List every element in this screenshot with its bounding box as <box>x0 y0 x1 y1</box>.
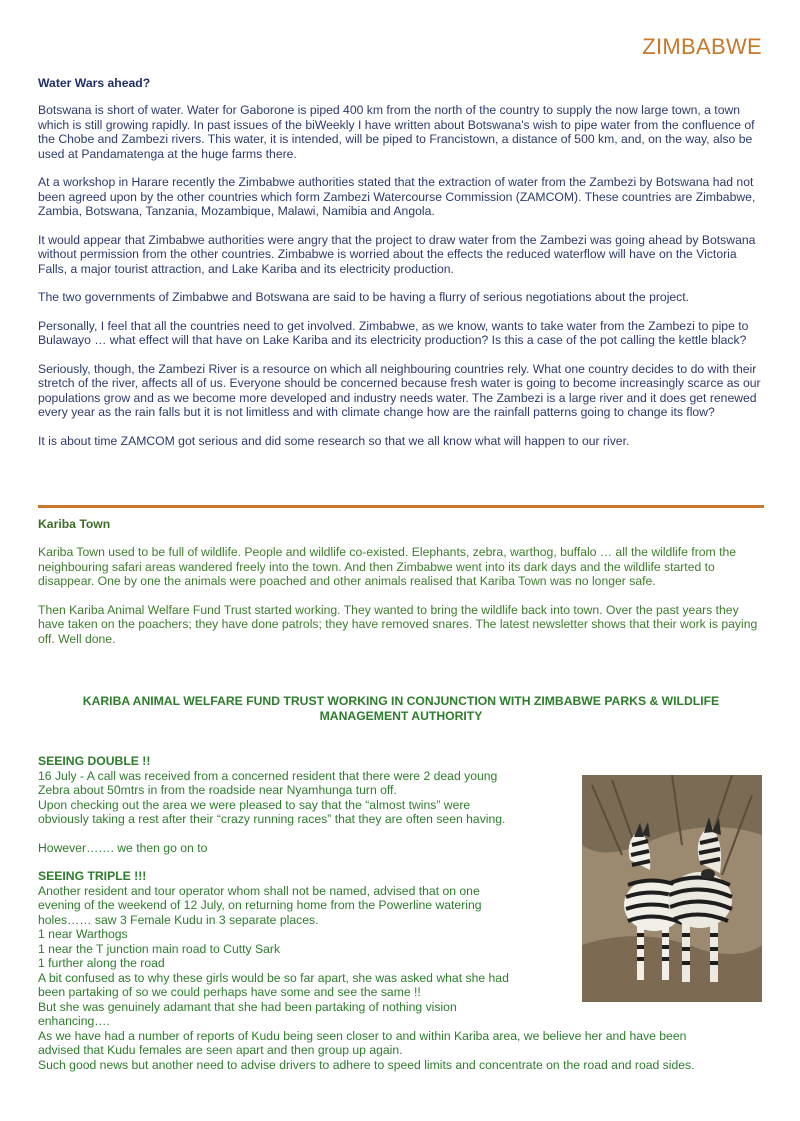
report-line: evening of the weekend of 12 July, on returning home from the Powerline watering <box>38 898 482 912</box>
report-line: As we have had a number of reports of Kudu being seen closer to and within Kariba area, we believe her and have been <box>38 1028 687 1043</box>
article-paragraph: Then Kariba Animal Welfare Fund Trust started working. They wanted to bring the wildlife back into town. Over the past years they have taken on the poachers; they have done patrols; they have removed snares. The latest newsletter shows that their work is paying off. Well done. <box>38 602 758 646</box>
report-line: 1 near Warthogs <box>38 927 128 941</box>
water-wars-article <box>38 76 764 462</box>
zebra-photo-svg <box>582 775 762 1002</box>
report-line: 16 July - A call was received from a concerned resident that there were 2 dead young <box>38 768 498 783</box>
article-paragraph: It would appear that Zimbabwe authorities were angry that the project to draw water from the Zambezi was going ahead by Botswana without permission from the other countries. Zimbabwe is worried about the effects the reduced waterflow will have on the Victoria Falls, a major tourist attraction, and Lake Kariba and its electricity production. <box>38 232 756 276</box>
report-line: Such good news but another need to advise drivers to adhere to speed limits and concentrate on the road and road sides. <box>38 1057 695 1072</box>
report-line: holes…… saw 3 Female Kudu in 3 separate places. <box>38 912 319 927</box>
article-paragraph: Seriously, though, the Zambezi River is a resource on which all neighbouring countries rely. What one country decides to do with their stretch of the river, affects all of us. Everyone should be concerned because fresh water is going to become increasingly scarce as our populations grow and as we become more developed and industry needs water. The Zambezi is a large river and it does get renewed every year as the rain falls but it is not limitless and with climate change how are the rainfall patterns going to change its flow? <box>38 361 761 419</box>
report-line: been partaking of so we could perhaps have some and see the same !! <box>38 985 421 999</box>
report-line: But she was genuinely adamant that she had been partaking of nothing vision <box>38 999 457 1014</box>
article-heading: Water Wars ahead? <box>38 76 151 90</box>
article-paragraph: Botswana is short of water. Water for Gaborone is piped 400 km from the north of the country to supply the now large town, a town which is still growing rapidly. In past issues of the biWeekly I have written about Botswana's wish to pipe water from the confluence of the Chobe and Zambezi rivers. This water, it is intended, will be piped to Francistown, a distance of 500 km, and, on the way, also be used at Pandamatenga at the huge farms there. <box>38 103 755 161</box>
page-title: ZIMBABWE <box>642 34 762 59</box>
report-heading: SEEING TRIPLE !!! <box>38 869 147 883</box>
report-line: Zebra about 50mtrs in from the roadside near Nyamhunga turn off. <box>38 783 397 797</box>
report-line: Another resident and tour operator whom shall not be named, advised that on one <box>38 883 480 898</box>
report-heading: SEEING DOUBLE !! <box>38 754 151 768</box>
report-line: A bit confused as to why these girls would be so far apart, she was asked what she had <box>38 970 509 985</box>
report-line: advised that Kudu females are seen apart and then group up again. <box>38 1043 403 1057</box>
zebra-photo-icon <box>582 775 762 1002</box>
article-paragraph: The two governments of Zimbabwe and Botswana are said to be having a flurry of serious negotiations about the project. <box>38 290 690 304</box>
article-paragraph: Personally, I feel that all the countries need to get involved. Zimbabwe, as we know, wants to take water from the Zambezi to pipe to Bulawayo … what effect will that have on Lake Kariba and its electricity production? Is this a case of the pot calling the kettle black? <box>38 318 749 347</box>
report-line: enhancing…. <box>38 1014 110 1028</box>
article-paragraph: At a workshop in Harare recently the Zimbabwe authorities stated that the extraction of water from the Zambezi by Botswana had not been agreed upon by the other countries which form Zambezi Watercourse Commission (ZAMCOM). These countries are Zimbabwe, Zambia, Botswana, Tanzania, Mozambique, Malawi, Namibia and Angola. <box>38 175 756 218</box>
section-divider <box>38 505 764 508</box>
banner-line: MANAGEMENT AUTHORITY <box>319 709 483 723</box>
report-line: obviously taking a rest after their “crazy running races” that they are often seen having. <box>38 812 506 826</box>
kariba-town-article <box>38 517 764 660</box>
report-line: Upon checking out the area we were pleased to say that the “almost twins” were <box>38 797 471 812</box>
article-paragraph: Kariba Town used to be full of wildlife. People and wildlife co-existed. Elephants, zebra, warthog, buffalo … all the wildlife from the neighbouring safari areas wandered freely into the town. And then Zimbabwe went into its dark days and the wildlife started to disappear. One by one the animals were poached and other animals realised that Kariba Town was no longer safe. <box>38 545 737 588</box>
report-line: 1 near the T junction main road to Cutty Sark <box>38 941 281 956</box>
report-line: However……. we then go on to <box>38 840 208 855</box>
article-paragraph: It is about time ZAMCOM got serious and did some research so that we all know what will happen to our river. <box>38 433 630 448</box>
report-line: 1 further along the road <box>38 956 165 970</box>
article-heading: Kariba Town <box>38 517 111 531</box>
banner-line: KARIBA ANIMAL WELFARE FUND TRUST WORKING IN CONJUNCTION WITH ZIMBABWE PARKS & WILDLIFE <box>82 694 720 708</box>
trust-banner <box>38 694 764 724</box>
